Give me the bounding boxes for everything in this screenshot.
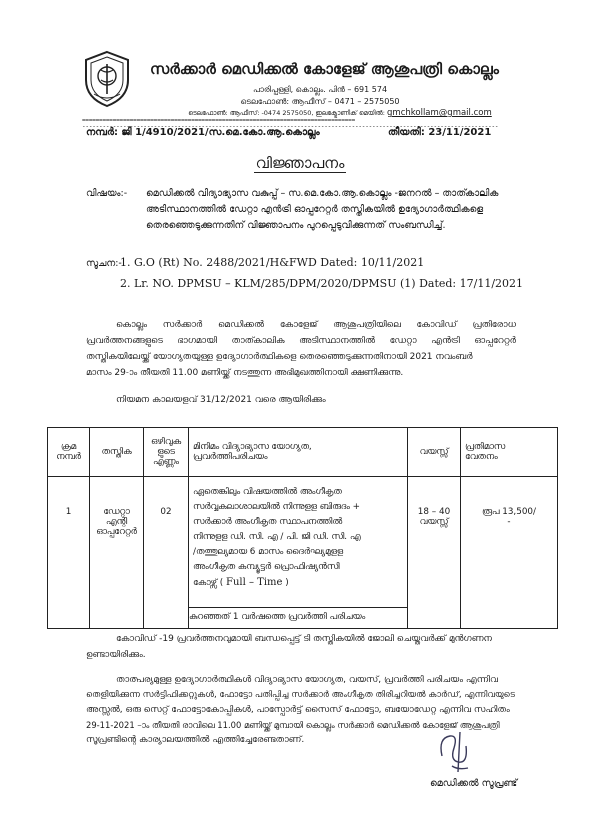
header-pay: പ്രതിമാസ വേതനം — [461, 428, 558, 477]
cell-qualification: ഏതെങ്കിലും വിഷയത്തിൽ അംഗീകൃത സർവ്വകലാശാലയിൽ നിന്നുളള ബിരുദം + സർക്കാർ അംഗീകൃത സ്ഥാപനത്തിൽ നിന്നുളള ഡി. സി. എ / പി. ജി ഡി. സി. എ /തത്തുല്യമായ 6 മാസം ദൈർഘ്യമുളള അംഗീകൃത കമ്പ്യൂട്ടർ പ്രൊഫിഷ്യൻസി കോഴ്സ് ( Full – Time ) കുറഞ്ഞത് 1 വർഷത്തെ പ്രവർത്തി പരിചയം — [189, 477, 408, 629]
subject-line: തെരഞ്ഞെടുക്കുന്നതിന് വിജ്ഞാപനം പുറപ്പെടുവിക്കുന്നത് സംബന്ധിച്ച്. — [146, 220, 446, 231]
table-row — [48, 477, 558, 629]
subject-label: വിഷയം:- — [86, 188, 128, 199]
word: മെഡിക്കൽ — [218, 320, 265, 330]
word: ഭാഗമായി — [177, 336, 217, 346]
instruction-line: താത്പര്യമുള്ള ഉദ്യോഗാർത്ഥികൾ വിദ്യാഭ്യാസ യോഗ്യത, വയസ്, പ്രവർത്തി പരിചയം എന്നിവ — [116, 675, 498, 685]
reference-label: സൂചന:- — [86, 258, 122, 269]
paragraph-line — [116, 320, 516, 330]
instruction-line: സൂപ്രണ്ടിന്റെ കാര്യാലയത്തിൽ എത്തിച്ചേരേണ്ടതാണ്. — [86, 735, 305, 745]
priority-line: ഉണ്ടായിരിക്കും. — [86, 650, 146, 660]
separator-dashes: -------------------------------------------------------------------------------------------------------------------------- — [82, 123, 499, 130]
word: ആശുപത്രിയിലെ — [333, 320, 401, 330]
table-header-row — [48, 428, 558, 477]
college-emblem-icon — [82, 50, 132, 108]
hospital-phone: ടെലഫോൺ: ആഫീസ് – 0471 – 2575050 — [240, 97, 400, 106]
cell-serial: 1 — [48, 477, 90, 629]
word: ഡേറ്റാ — [389, 336, 417, 346]
cell-pay: രൂപ 13,500/ - — [461, 477, 558, 629]
tenure-text: നിയമന കാലയളവ് 31/12/2021 വരെ ആയിരിക്കും — [116, 395, 326, 405]
email-link[interactable]: gmchkollam@gmail.com — [387, 108, 492, 118]
header-serial: ക്രമ നമ്പർ — [48, 428, 90, 477]
word: താത്കാലിക — [231, 336, 285, 346]
contact-prefix: ടെലഫോൺ: ആഫീസ്: -0474 2575050, ഇലക്ട്രോണിക് മെയിൽ: — [188, 109, 385, 117]
reference-date: തീയതി: 23/11/2021 — [388, 127, 492, 138]
reference-item: 1. G.O (Rt) No. 2488/2021/H&FWD Dated: 10/11/2021 — [120, 256, 425, 269]
paragraph-line: തസ്തികയിലേയ്ക്ക് യോഗ്യതയുള്ള ഉദ്യോഗാർത്ഥികളെ തെരഞ്ഞെടുക്കുന്നതിനായി 2021 നവംബർ — [86, 352, 473, 362]
header-qualification: മിനിമം വിദ്യാഭ്യാസ യോഗ്യത, പ്രവർത്തിപരിചയം — [189, 428, 408, 477]
instruction-line: തെളിയിക്കുന്ന സർട്ടിഫിക്കറ്റുകൾ, ഫോട്ടോ പതിപ്പിച്ച സർക്കാർ അംഗീകൃത തിരിച്ചറിയൽ കാർഡ്, എന്നിവയുടെ — [86, 690, 515, 700]
word: കോളേജ് — [279, 320, 318, 330]
experience-text: കുറഞ്ഞത് 1 വർഷത്തെ പ്രവർത്തി പരിചയം — [189, 607, 407, 625]
word: കോവിഡ് — [416, 320, 457, 330]
paragraph-line: മാസം 29-ാം തീയതി 11.00 മണിയ്ക്ക് നടത്തുന്ന അഭിമുഖത്തിനായി ക്ഷണിക്കുന്നു. — [86, 368, 404, 378]
hospital-name: സർക്കാർ മെഡിക്കൽ കോളേജ് ആശുപത്രി കൊല്ലം — [150, 60, 499, 78]
priority-line: കോവിഡ് -19 പ്രവർത്തനവുമായി ബന്ധപ്പെട്ട് ടി തസ്തികയിൽ ജോലി ചെയ്തവർക്ക് മുൻഗണന — [116, 634, 492, 644]
vacancy-table — [47, 427, 558, 629]
word: എൻട്രി — [431, 336, 460, 346]
paragraph-line — [86, 336, 516, 346]
notification-title — [0, 154, 600, 172]
hospital-address: പാരിപ്പള്ളി, കൊല്ലം. പിൻ – 691 574 — [252, 85, 388, 94]
reference-number: നമ്പർ: ജി 1/4910/2021/സ.മെ.കോ.ആ.കൊല്ലം — [86, 127, 320, 138]
subject-line: മെഡിക്കൽ വിദ്യാഭ്യാസ വകുപ്പ് – സ.മെ.കോ.ആ.കൊല്ലം -ജനറൽ – താത്കാലിക — [146, 188, 499, 199]
subject-line: അടിസ്ഥാനത്തിൽ ഡേറ്റാ എൻട്രി ഓപ്പറേറ്റർ തസ്തികയിൽ ഉദ്യോഗാർത്ഥികളെ — [146, 204, 484, 215]
reference-item: 2. Lr. NO. DPMSU – KLM/285/DPM/2020/DPMSU (1) Dated: 17/11/2021 — [120, 277, 524, 290]
word: പ്രവർത്തനങ്ങളുടെ — [86, 336, 163, 346]
signatory-title: മെഡിക്കൽ സൂപ്രണ്ട് — [430, 778, 518, 789]
word: സർക്കാർ — [162, 320, 203, 330]
signature-icon — [428, 726, 478, 776]
cell-age: 18 – 40 വയസ്സ് — [408, 477, 461, 629]
word: പ്രതിരോധ — [472, 320, 516, 330]
notification-title-text: വിജ്ഞാപനം — [255, 154, 345, 172]
word: കൊല്ലം — [116, 320, 148, 330]
header-vacancies: ഒഴിവുക ളുടെ എണ്ണം — [144, 428, 189, 477]
header-age: വയസ്സ് — [408, 428, 461, 477]
cell-vacancies: 02 — [144, 477, 189, 629]
instruction-line: അസ്സൽ, ഒരു സെറ്റ് ഫോട്ടോകോപ്പികൾ, പാസ്പോർട്ട് സൈസ് ഫോട്ടോ, ബയോഡേറ്റ എന്നിവ സഹിതം — [86, 705, 510, 715]
cell-post: ഡേറ്റാ എന്റി ഓപ്പറേറ്റർ — [90, 477, 144, 629]
separator-equals: ================================================================================ — [82, 117, 355, 124]
header-post: തസ്തിക — [90, 428, 144, 477]
word: അടിസ്ഥാനത്തിൽ — [299, 336, 376, 346]
word: ഓപ്പറേറ്റർ — [474, 336, 516, 346]
instruction-line: 29-11-2021 –ാം തീയതി രാവിലെ 11.00 മണിയ്ക്ക് മുമ്പായി കൊല്ലം സർക്കാർ മെഡിക്കൽ കോളേജ് ആശുപത്രി — [86, 720, 500, 730]
